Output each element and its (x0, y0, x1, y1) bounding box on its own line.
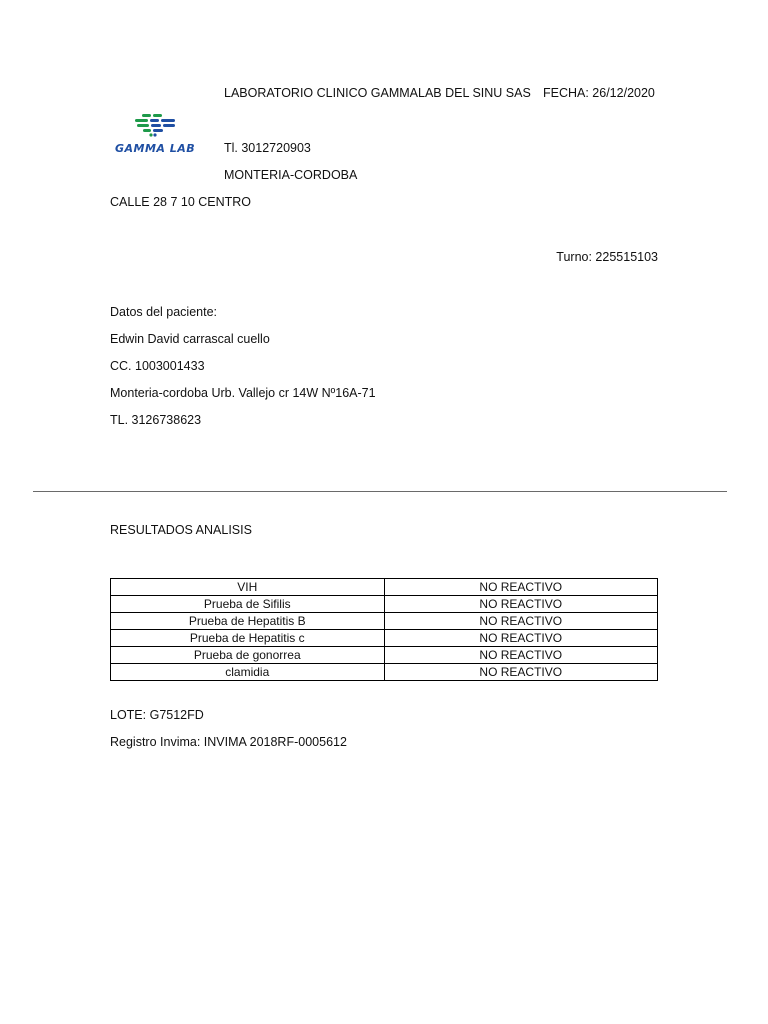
table-row (111, 613, 658, 630)
table-row (111, 664, 658, 681)
results-heading: RESULTADOS ANALISIS (110, 523, 252, 537)
table-row (111, 579, 658, 596)
table-row (111, 647, 658, 664)
section-divider (33, 491, 727, 492)
lote: LOTE: G7512FD (110, 708, 204, 722)
test-result: NO REACTIVO (384, 596, 658, 613)
lab-city: MONTERIA-CORDOBA (224, 168, 358, 182)
patient-heading: Datos del paciente: (110, 305, 218, 319)
turno-number: Turno: 225515103 (556, 250, 658, 264)
test-result: NO REACTIVO (384, 664, 658, 681)
lab-address: CALLE 28 7 10 CENTRO (110, 195, 252, 209)
test-result: NO REACTIVO (384, 647, 658, 664)
results-table (110, 578, 658, 681)
patient-name: Edwin David carrascal cuello (110, 332, 270, 346)
test-name: Prueba de gonorrea (111, 647, 385, 664)
test-name: Prueba de Sifilis (111, 596, 385, 613)
registro-invima: Registro Invima: INVIMA 2018RF-0005612 (110, 735, 347, 749)
gamma-lab-logo-icon (114, 112, 210, 156)
patient-id: CC. 1003001433 (110, 359, 205, 373)
test-name: VIH (111, 579, 385, 596)
test-name: Prueba de Hepatitis B (111, 613, 385, 630)
test-result: NO REACTIVO (384, 630, 658, 647)
gamma-lab-logo (114, 112, 210, 156)
logo-text: GAMMA LAB (115, 142, 196, 155)
patient-phone: TL. 3126738623 (110, 413, 202, 427)
report-date: FECHA: 26/12/2020 (543, 86, 655, 100)
table-row (111, 596, 658, 613)
lab-phone: Tl. 3012720903 (224, 141, 311, 155)
test-name: Prueba de Hepatitis c (111, 630, 385, 647)
patient-address: Monteria-cordoba Urb. Vallejo cr 14W Nº16A-71 (110, 386, 376, 400)
lab-name: LABORATORIO CLINICO GAMMALAB DEL SINU SAS (224, 86, 531, 100)
test-result: NO REACTIVO (384, 613, 658, 630)
test-result: NO REACTIVO (384, 579, 658, 596)
test-name: clamidia (111, 664, 385, 681)
table-row (111, 630, 658, 647)
